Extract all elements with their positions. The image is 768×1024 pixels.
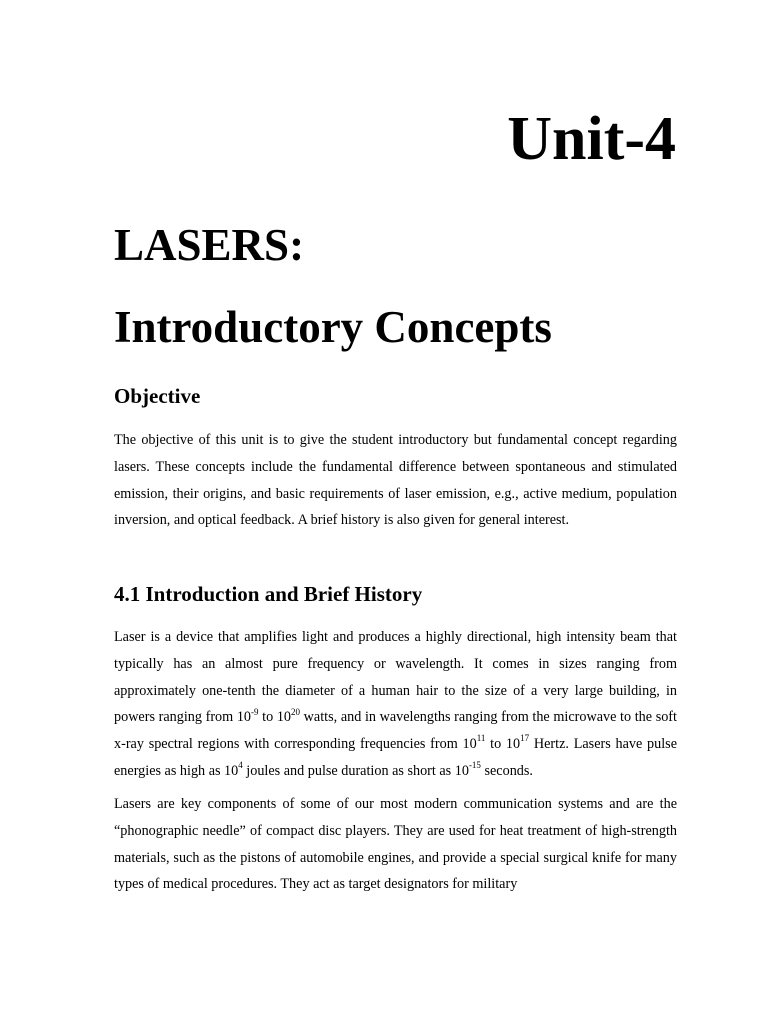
text-run: watts, and in wavelengths ranging from the microwave to the soft x-ray spectral regions with corresponding frequencies from 10	[114, 709, 677, 753]
section-4-1-heading: 4.1 Introduction and Brief History	[114, 582, 423, 606]
text-run: joules and pulse duration as short as 10	[242, 762, 469, 779]
objective-heading: Objective	[114, 384, 201, 408]
exponent: -9	[251, 706, 259, 717]
exponent: 17	[520, 733, 530, 744]
exponent: 11	[476, 733, 486, 744]
text-run: Laser is a device that amplifies light and produces a highly directional, high intensity beam that typically has an almost pure frequency or wavelength. It comes in sizes ranging from approximately one-tenth the diameter of a human hair to the size of a very large building, in powers ranging from 10	[114, 629, 677, 726]
text-run: to 10	[258, 709, 292, 726]
text-run: Hertz. Lasers have pulse energies as high as 10	[114, 736, 677, 779]
chapter-title-line1: LASERS:	[114, 220, 305, 270]
chapter-title-line2: Introductory Concepts	[114, 302, 552, 352]
objective-paragraph: The objective of this unit is to give the student introductory but fundamental concept regarding lasers. These concepts include the fundamental difference between spontaneous and stimulated emission, their origins, and basic requirements of laser emission, e.g., active medium, population inversion, and optical feedback. A brief history is also given for general interest.	[114, 432, 677, 529]
unit-title: Unit-4	[507, 105, 676, 173]
exponent: 4	[238, 760, 243, 771]
intro-paragraph	[114, 624, 677, 785]
exponent: -15	[468, 760, 481, 771]
text-run: seconds.	[480, 762, 533, 779]
exponent: 20	[291, 706, 301, 717]
text-run: to 10	[485, 736, 521, 753]
applications-paragraph: Lasers are key components of some of our most modern communication systems and are the “phonographic needle” of compact disc players. They are used for heat treatment of high-strength materials, such as the pistons of automobile engines, and provide a special surgical knife for many types of medical procedures. They act as target designators for military	[114, 796, 677, 893]
